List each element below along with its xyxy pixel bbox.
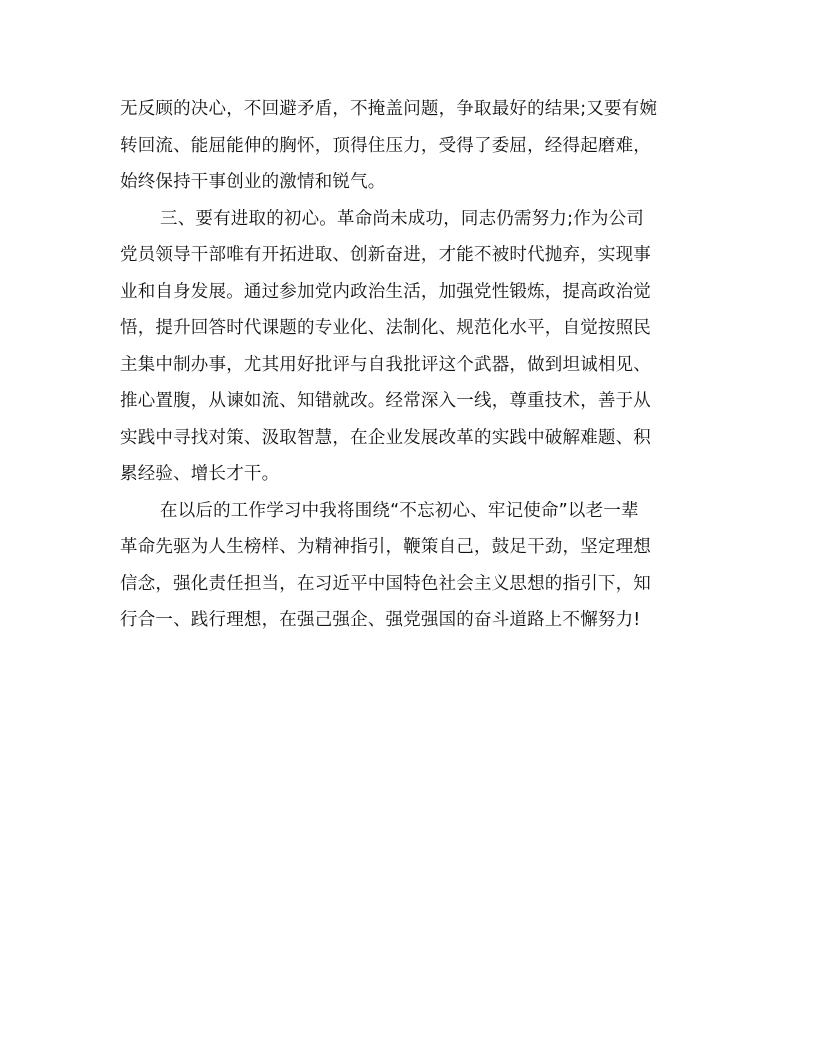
body-text: [120, 91, 700, 639]
text-line: 主集中制办事，尤其用好批评与自我批评这个武器，做到坦诚相见、: [120, 354, 651, 375]
text-line: 悟，提升回答时代课题的专业化、法制化、规范化水平，自觉按照民: [120, 318, 651, 338]
text-line: 业和自身发展。通过参加党内政治生活，加强党性锻炼，提高政治觉: [120, 281, 651, 302]
text-line: 始终保持干事创业的激情和锐气。: [120, 172, 386, 192]
text-line: 信念，强化责任担当，在习近平中国特色社会主义思想的指引下，知: [120, 573, 651, 594]
text-line: 在以后的工作学习中我将围绕“不忘初心、牢记使命”以老一辈: [160, 500, 639, 521]
text-line: 无反顾的决心，不回避矛盾，不掩盖问题，争取最好的结果;又要有婉: [120, 99, 658, 119]
text-line: 三、要有进取的初心。革命尚未成功，同志仍需努力;作为公司: [160, 208, 644, 229]
paragraph-progress: [120, 201, 700, 493]
text-line: 累经验、增长才干。: [120, 464, 280, 484]
text-line: 转回流、能屈能伸的胸怀，顶得住压力，受得了委屈，经得起磨难，: [120, 135, 651, 156]
paragraph-conclusion: [120, 493, 700, 639]
text-line: 革命先驱为人生榜样、为精神指引，鞭策自己，鼓足干劲，坚定理想: [120, 537, 651, 557]
text-line: 行合一、践行理想，在强己强企、强党强国的奋斗道路上不懈努力!: [120, 610, 641, 630]
paragraph-continuation: [120, 91, 700, 201]
text-line: 党员领导干部唯有开拓进取、创新奋进，才能不被时代抛弃，实现事: [120, 245, 651, 265]
text-line: 实践中寻找对策、汲取智慧，在企业发展改革的实践中破解难题、积: [120, 427, 651, 448]
text-line: 推心置腹，从谏如流、知错就改。经常深入一线，尊重技术，善于从: [120, 391, 651, 411]
